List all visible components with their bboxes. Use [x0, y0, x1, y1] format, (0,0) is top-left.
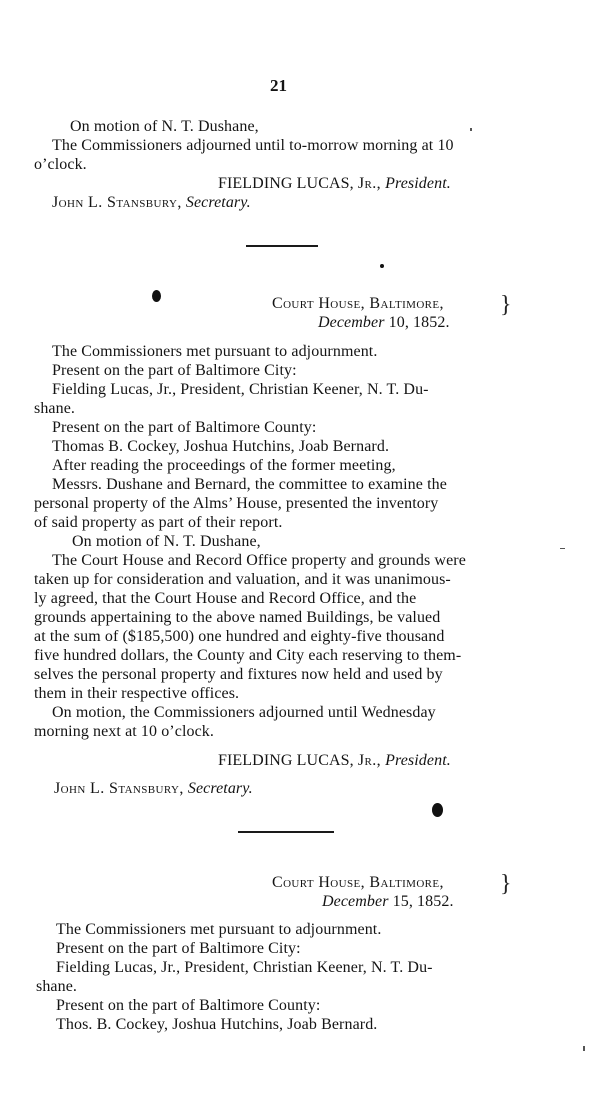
body-line: shane. [34, 400, 76, 417]
body-line: On motion of N. T. Dushane, [72, 533, 261, 550]
body-line: Fielding Lucas, Jr., President, Christian Keener, N. T. Du- [56, 959, 433, 976]
body-line: five hundred dollars, the County and City each reserving to them- [34, 647, 462, 664]
body-line: Present on the part of Baltimore County: [56, 997, 321, 1014]
date-brace: } [500, 871, 512, 897]
body-line: The Commissioners met pursuant to adjournment. [52, 343, 378, 360]
body-line: personal property of the Alms’ House, presented the inventory [34, 495, 439, 512]
section-divider [238, 831, 334, 833]
secretary-name: John L. Stansbury, [52, 194, 182, 211]
meeting-date-rest: 15, 1852. [392, 893, 454, 910]
president-name: FIELDING LUCAS, [218, 175, 354, 192]
meeting-date [322, 892, 454, 911]
body-line: Thos. B. Cockey, Joshua Hutchins, Joab Bernard. [56, 1016, 378, 1033]
body-line: The Court House and Record Office property and grounds were [52, 552, 466, 569]
body-line: Present on the part of Baltimore City: [56, 940, 301, 957]
body-line: ly agreed, that the Court House and Record Office, and the [34, 590, 417, 607]
ink-speck [583, 1046, 585, 1051]
secretary-title: Secretary. [185, 194, 251, 211]
meeting-date-rest: 10, 1852. [388, 314, 450, 331]
meeting-date-month: December [322, 893, 389, 910]
body-line: Fielding Lucas, Jr., President, Christian Keener, N. T. Du- [52, 381, 429, 398]
body-line: Present on the part of Baltimore County: [52, 419, 317, 436]
body-line: On motion, the Commissioners adjourned until Wednesday [52, 704, 436, 721]
motion-line: On motion of N. T. Dushane, [70, 118, 259, 135]
body-line: grounds appertaining to the above named Buildings, be valued [34, 609, 441, 626]
body-line: selves the personal property and fixtures now held and used by [34, 666, 443, 683]
body-line: shane. [36, 978, 78, 995]
meeting-date [318, 313, 450, 332]
body-line: After reading the proceedings of the former meeting, [52, 457, 396, 474]
page-number: 21 [270, 76, 287, 95]
secretary-title: Secretary. [187, 780, 253, 797]
body-line: Messrs. Dushane and Bernard, the committee to examine the [52, 476, 447, 493]
date-brace: } [500, 292, 512, 318]
meeting-place: Court House, Baltimore, [272, 874, 444, 891]
meeting-place: Court House, Baltimore, [272, 295, 444, 312]
president-signature [218, 174, 451, 193]
president-title: President. [385, 752, 451, 769]
ink-blot [152, 290, 161, 302]
ink-speck [560, 548, 565, 549]
ink-blot [432, 803, 443, 817]
secretary-signature [54, 779, 253, 798]
adjourn-line-continued: o’clock. [34, 156, 87, 173]
body-line: The Commissioners met pursuant to adjournment. [56, 921, 382, 938]
body-line: of said property as part of their report. [34, 514, 283, 531]
body-line: them in their respective offices. [34, 685, 240, 702]
president-suffix: Jr., [357, 175, 381, 192]
secretary-signature [52, 193, 251, 212]
body-line: morning next at 10 o’clock. [34, 723, 214, 740]
president-suffix: Jr., [357, 752, 381, 769]
president-title: President. [385, 175, 451, 192]
body-line: taken up for consideration and valuation, and it was unanimous- [34, 571, 451, 588]
president-signature [218, 751, 451, 770]
ink-speck [380, 264, 384, 268]
ink-speck [470, 128, 472, 131]
section-divider [246, 245, 318, 247]
adjourn-line: The Commissioners adjourned until to-morrow morning at 10 [52, 137, 454, 154]
secretary-name: John L. Stansbury, [54, 780, 184, 797]
president-name: FIELDING LUCAS, [218, 752, 354, 769]
body-line: Thomas B. Cockey, Joshua Hutchins, Joab Bernard. [52, 438, 390, 455]
body-line: at the sum of ($185,500) one hundred and eighty-five thousand [34, 628, 445, 645]
body-line: Present on the part of Baltimore City: [52, 362, 297, 379]
meeting-date-month: December [318, 314, 385, 331]
